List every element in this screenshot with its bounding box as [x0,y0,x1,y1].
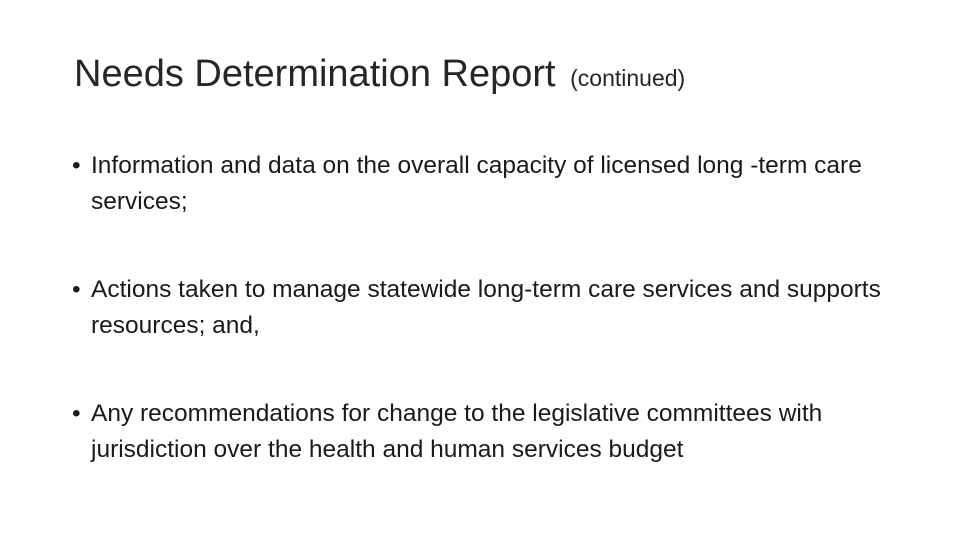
bullet-text: Any recommendations for change to the legislative committees with jurisdiction over the health and human services budget [91,400,823,463]
bullet-icon: • [72,152,81,179]
bullet-item [72,396,851,468]
bullet-icon: • [72,276,81,303]
bullet-item [72,148,901,220]
bullet-icon: • [72,400,81,427]
slide-title [74,50,894,102]
slide-title-text: Needs Determination Report [74,53,556,95]
bullet-text: Information and data on the overall capacity of licensed long -term care services; [91,152,862,215]
bullet-item [72,272,901,344]
bullet-text: Actions taken to manage statewide long-term care services and supports resources; and, [91,276,881,339]
slide-title-suffix: (continued) [570,65,686,91]
